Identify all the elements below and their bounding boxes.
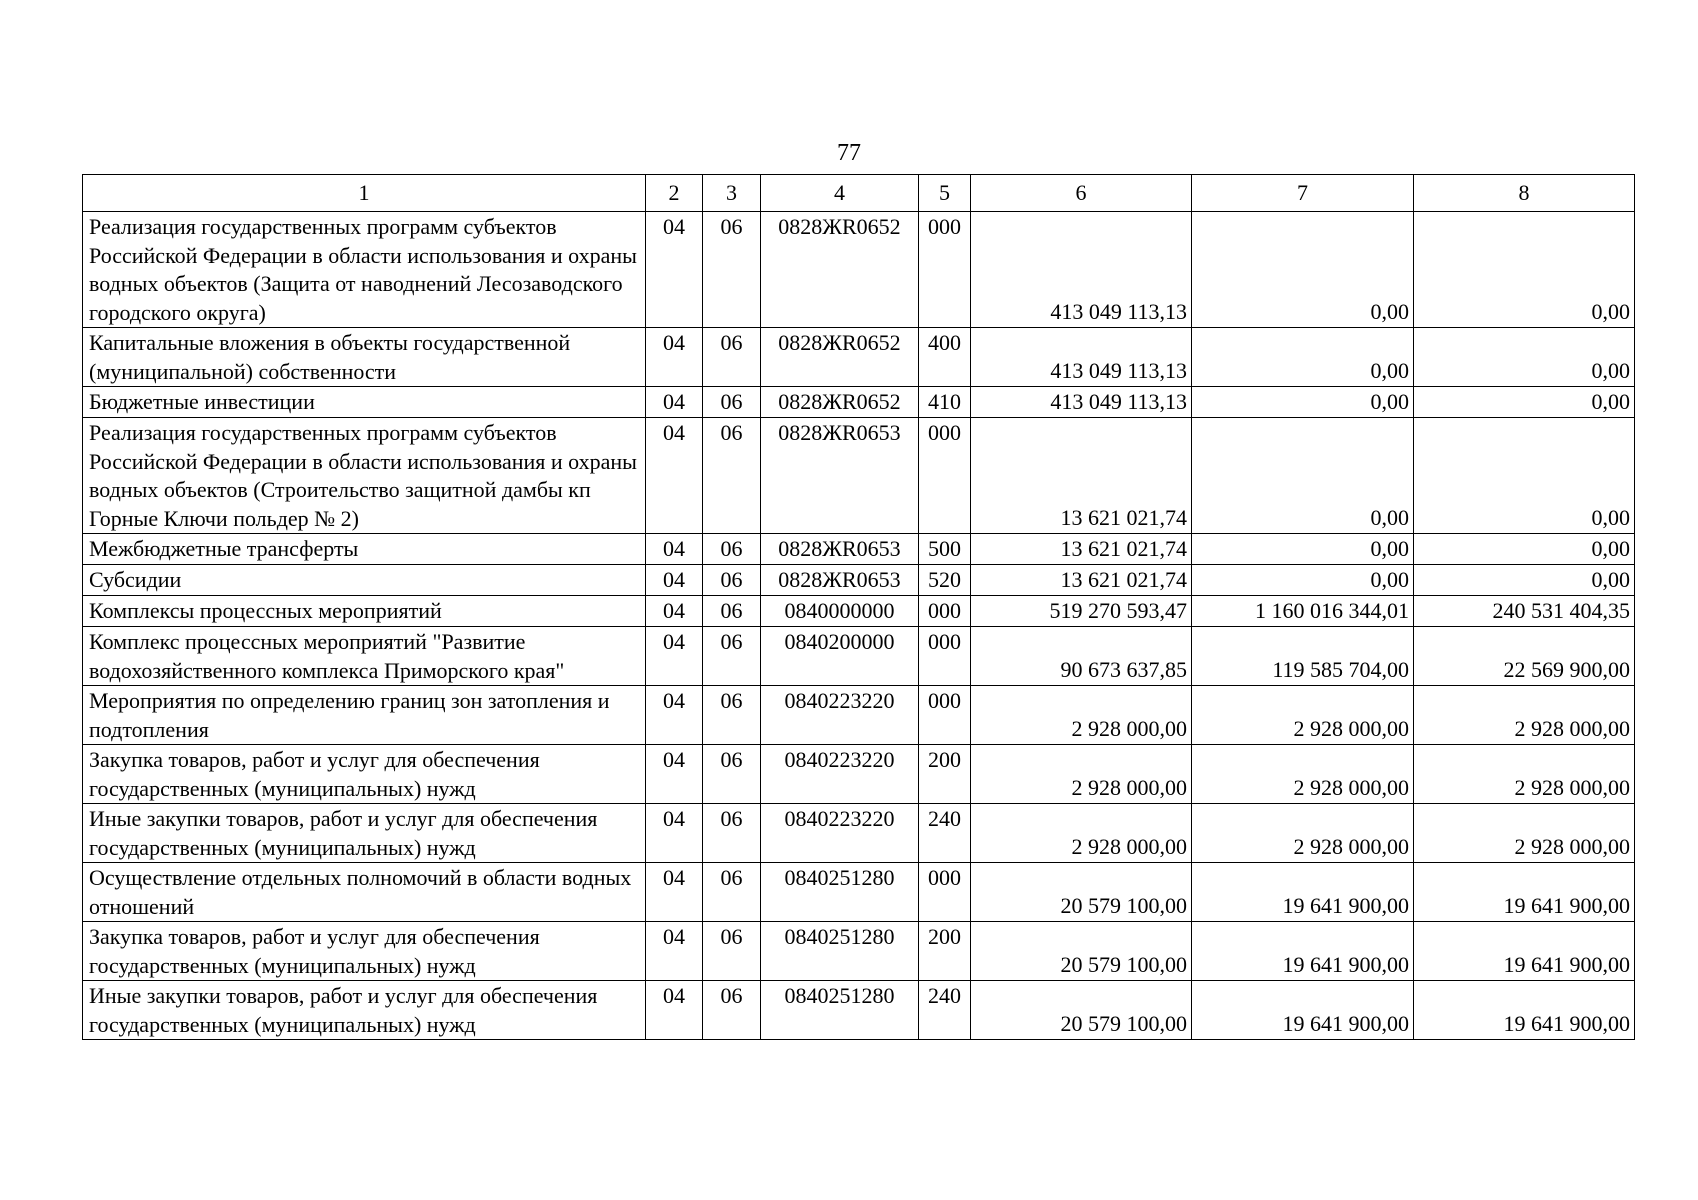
cell-amount-col8: 0,00 bbox=[1591, 536, 1630, 561]
row-name: Реализация государственных программ субъектов Российской Федерации в области использования и охраны водных объектов (Строительство защитной дамбы кп Горные Ключи польдер № 2) bbox=[83, 418, 646, 534]
cell-amount-col7: 2 928 000,00 bbox=[1293, 775, 1409, 800]
cell-amount-col8: 2 928 000,00 bbox=[1514, 834, 1630, 859]
cell-amount-col8: 19 641 900,00 bbox=[1503, 1011, 1630, 1036]
cell-target-article: 0840251280 bbox=[761, 981, 919, 1040]
row-name: Межбюджетные трансферты bbox=[83, 534, 646, 565]
cell-amount-col7: 119 585 704,00 bbox=[1272, 657, 1409, 682]
cell-amount-col8: 19 641 900,00 bbox=[1503, 952, 1630, 977]
cell-amount-col7: 1 160 016 344,01 bbox=[1255, 598, 1409, 623]
cell-amount-col8: 19 641 900,00 bbox=[1503, 893, 1630, 918]
cell-target-article: 0828ЖR0653 bbox=[761, 418, 919, 534]
cell-amount-col6: 90 673 637,85 bbox=[1060, 657, 1187, 682]
cell-subsection: 06 bbox=[703, 328, 761, 387]
cell-amount-col7: 2 928 000,00 bbox=[1293, 834, 1409, 859]
row-name: Осуществление отдельных полномочий в области водных отношений bbox=[83, 863, 646, 922]
cell-subsection: 06 bbox=[703, 686, 761, 745]
table-row bbox=[83, 212, 1635, 328]
cell-section: 04 bbox=[646, 387, 703, 418]
cell-expense-type: 000 bbox=[919, 627, 971, 686]
budget-table bbox=[82, 174, 1635, 1040]
column-header: 3 bbox=[703, 175, 761, 212]
row-name: Мероприятия по определению границ зон затопления и подтопления bbox=[83, 686, 646, 745]
cell-section: 04 bbox=[646, 328, 703, 387]
cell-amount-col6: 413 049 113,13 bbox=[1050, 358, 1187, 383]
cell-subsection: 06 bbox=[703, 745, 761, 804]
cell-amount-col7: 0,00 bbox=[1370, 536, 1409, 561]
cell-target-article: 0840223220 bbox=[761, 745, 919, 804]
cell-target-article: 0828ЖR0652 bbox=[761, 328, 919, 387]
table-row bbox=[83, 534, 1635, 565]
cell-section: 04 bbox=[646, 596, 703, 627]
cell-amount-col6: 2 928 000,00 bbox=[1071, 716, 1187, 741]
cell-amount-col8: 0,00 bbox=[1591, 505, 1630, 530]
cell-subsection: 06 bbox=[703, 387, 761, 418]
cell-section: 04 bbox=[646, 863, 703, 922]
cell-target-article: 0828ЖR0653 bbox=[761, 565, 919, 596]
cell-amount-col6: 2 928 000,00 bbox=[1071, 834, 1187, 859]
table-row bbox=[83, 387, 1635, 418]
table-header bbox=[83, 175, 1635, 212]
cell-amount-col6: 413 049 113,13 bbox=[1050, 389, 1187, 414]
cell-subsection: 06 bbox=[703, 565, 761, 596]
cell-subsection: 06 bbox=[703, 596, 761, 627]
row-name: Комплексы процессных мероприятий bbox=[83, 596, 646, 627]
cell-amount-col7: 0,00 bbox=[1370, 567, 1409, 592]
column-header: 7 bbox=[1192, 175, 1414, 212]
cell-amount-col6: 20 579 100,00 bbox=[1060, 893, 1187, 918]
cell-amount-col6: 13 621 021,74 bbox=[1060, 536, 1187, 561]
table-row bbox=[83, 686, 1635, 745]
cell-expense-type: 200 bbox=[919, 922, 971, 981]
cell-amount-col7: 0,00 bbox=[1370, 358, 1409, 383]
cell-amount-col6: 2 928 000,00 bbox=[1071, 775, 1187, 800]
cell-section: 04 bbox=[646, 686, 703, 745]
cell-expense-type: 400 bbox=[919, 328, 971, 387]
cell-expense-type: 240 bbox=[919, 981, 971, 1040]
cell-amount-col6: 519 270 593,47 bbox=[1049, 598, 1187, 623]
column-header: 6 bbox=[971, 175, 1192, 212]
cell-amount-col7: 19 641 900,00 bbox=[1282, 1011, 1409, 1036]
table-row bbox=[83, 328, 1635, 387]
row-name: Капитальные вложения в объекты государственной (муниципальной) собственности bbox=[83, 328, 646, 387]
cell-target-article: 0828ЖR0652 bbox=[761, 212, 919, 328]
cell-amount-col8: 2 928 000,00 bbox=[1514, 716, 1630, 741]
table-row bbox=[83, 804, 1635, 863]
cell-expense-type: 500 bbox=[919, 534, 971, 565]
cell-target-article: 0828ЖR0653 bbox=[761, 534, 919, 565]
cell-expense-type: 410 bbox=[919, 387, 971, 418]
cell-amount-col7: 19 641 900,00 bbox=[1282, 952, 1409, 977]
cell-expense-type: 000 bbox=[919, 686, 971, 745]
cell-subsection: 06 bbox=[703, 922, 761, 981]
table-row bbox=[83, 745, 1635, 804]
cell-target-article: 0840000000 bbox=[761, 596, 919, 627]
table-row bbox=[83, 627, 1635, 686]
cell-section: 04 bbox=[646, 534, 703, 565]
cell-section: 04 bbox=[646, 804, 703, 863]
cell-expense-type: 000 bbox=[919, 418, 971, 534]
table-row bbox=[83, 863, 1635, 922]
cell-target-article: 0840223220 bbox=[761, 686, 919, 745]
cell-expense-type: 200 bbox=[919, 745, 971, 804]
table-row bbox=[83, 922, 1635, 981]
cell-amount-col6: 20 579 100,00 bbox=[1060, 952, 1187, 977]
cell-section: 04 bbox=[646, 922, 703, 981]
cell-subsection: 06 bbox=[703, 804, 761, 863]
row-name: Бюджетные инвестиции bbox=[83, 387, 646, 418]
cell-amount-col6: 13 621 021,74 bbox=[1060, 505, 1187, 530]
cell-section: 04 bbox=[646, 212, 703, 328]
page-number: 77 bbox=[837, 140, 861, 166]
cell-amount-col6: 20 579 100,00 bbox=[1060, 1011, 1187, 1036]
cell-amount-col7: 0,00 bbox=[1370, 505, 1409, 530]
table-row bbox=[83, 596, 1635, 627]
cell-amount-col7: 2 928 000,00 bbox=[1293, 716, 1409, 741]
cell-amount-col8: 0,00 bbox=[1591, 389, 1630, 414]
cell-target-article: 0828ЖR0652 bbox=[761, 387, 919, 418]
cell-subsection: 06 bbox=[703, 418, 761, 534]
cell-amount-col7: 0,00 bbox=[1370, 389, 1409, 414]
cell-amount-col7: 19 641 900,00 bbox=[1282, 893, 1409, 918]
cell-target-article: 0840200000 bbox=[761, 627, 919, 686]
cell-expense-type: 000 bbox=[919, 596, 971, 627]
cell-expense-type: 000 bbox=[919, 863, 971, 922]
cell-section: 04 bbox=[646, 981, 703, 1040]
column-header: 2 bbox=[646, 175, 703, 212]
cell-amount-col8: 240 531 404,35 bbox=[1492, 598, 1630, 623]
cell-subsection: 06 bbox=[703, 981, 761, 1040]
column-header: 8 bbox=[1414, 175, 1635, 212]
row-name: Комплекс процессных мероприятий "Развитие водохозяйственного комплекса Приморского края" bbox=[83, 627, 646, 686]
cell-amount-col8: 2 928 000,00 bbox=[1514, 775, 1630, 800]
cell-amount-col6: 13 621 021,74 bbox=[1060, 567, 1187, 592]
cell-section: 04 bbox=[646, 565, 703, 596]
cell-target-article: 0840223220 bbox=[761, 804, 919, 863]
table-row bbox=[83, 565, 1635, 596]
table-row bbox=[83, 981, 1635, 1040]
cell-amount-col8: 0,00 bbox=[1591, 567, 1630, 592]
cell-amount-col8: 0,00 bbox=[1591, 299, 1630, 324]
row-name: Иные закупки товаров, работ и услуг для обеспечения государственных (муниципальных) нужд bbox=[83, 981, 646, 1040]
cell-subsection: 06 bbox=[703, 534, 761, 565]
column-header: 1 bbox=[83, 175, 646, 212]
cell-expense-type: 520 bbox=[919, 565, 971, 596]
cell-section: 04 bbox=[646, 418, 703, 534]
cell-subsection: 06 bbox=[703, 863, 761, 922]
cell-amount-col8: 22 569 900,00 bbox=[1503, 657, 1630, 682]
column-header: 4 bbox=[761, 175, 919, 212]
cell-subsection: 06 bbox=[703, 212, 761, 328]
cell-target-article: 0840251280 bbox=[761, 922, 919, 981]
cell-target-article: 0840251280 bbox=[761, 863, 919, 922]
cell-expense-type: 000 bbox=[919, 212, 971, 328]
cell-expense-type: 240 bbox=[919, 804, 971, 863]
row-name: Закупка товаров, работ и услуг для обеспечения государственных (муниципальных) нужд bbox=[83, 922, 646, 981]
row-name: Иные закупки товаров, работ и услуг для обеспечения государственных (муниципальных) нужд bbox=[83, 804, 646, 863]
row-name: Реализация государственных программ субъектов Российской Федерации в области использования и охраны водных объектов (Защита от наводнений Лесозаводского городского округа) bbox=[83, 212, 646, 328]
table-row bbox=[83, 418, 1635, 534]
column-header: 5 bbox=[919, 175, 971, 212]
cell-amount-col6: 413 049 113,13 bbox=[1050, 299, 1187, 324]
cell-section: 04 bbox=[646, 627, 703, 686]
cell-subsection: 06 bbox=[703, 627, 761, 686]
cell-amount-col7: 0,00 bbox=[1370, 299, 1409, 324]
cell-amount-col8: 0,00 bbox=[1591, 358, 1630, 383]
row-name: Субсидии bbox=[83, 565, 646, 596]
header-row bbox=[83, 175, 1635, 212]
cell-section: 04 bbox=[646, 745, 703, 804]
row-name: Закупка товаров, работ и услуг для обеспечения государственных (муниципальных) нужд bbox=[83, 745, 646, 804]
table-body bbox=[83, 212, 1635, 1040]
